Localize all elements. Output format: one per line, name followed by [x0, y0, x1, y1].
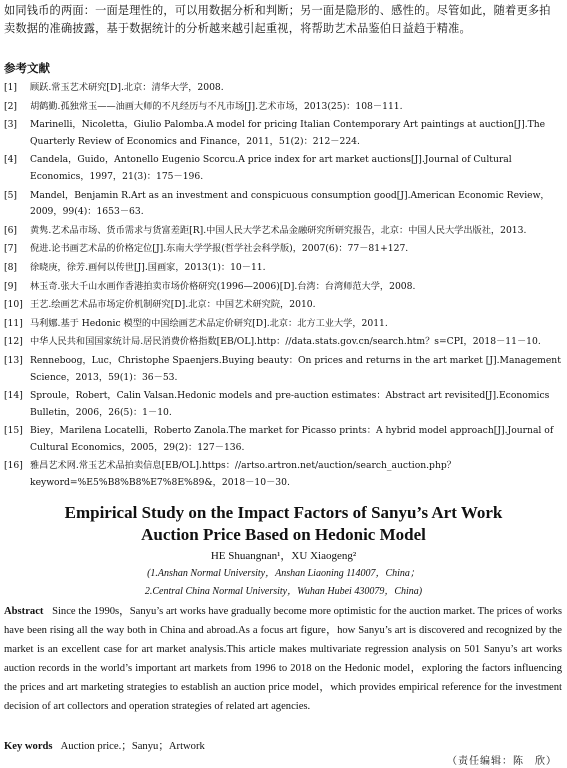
reference-number: [12] [4, 336, 23, 348]
reference-item [4, 152, 562, 185]
affiliation-2: 2.Central China Normal University，Wuhan Hubei 430079，China) [144, 586, 423, 597]
reference-item [4, 188, 562, 221]
reference-item [4, 80, 562, 97]
reference-text: 林玉奇.张大千山水画作香港拍卖市场价格研究(1996—2006)[D].台湾：台湾师范大学，2008. [30, 280, 416, 292]
reference-item [4, 241, 562, 258]
reference-text: 王艺.绘画艺术品市场定价机制研究[D].北京：中国艺术研究院，2010. [30, 299, 316, 311]
reference-number: [16] [4, 460, 23, 472]
reference-item [4, 260, 562, 277]
reference-text: 马利娜.基于 Hedonic 模型的中国绘画艺术品定价研究[D].北京：北方工业大学，2011. [30, 317, 388, 329]
reference-text: 中华人民共和国国家统计局.居民消费价格指数[EB/OL].http：//data.stats.gov.cn/search.htm？s=CPI，2018－11－10. [30, 336, 541, 348]
abstract-label: Abstract [4, 606, 44, 617]
reference-number: [13] [4, 354, 23, 366]
reference-item [4, 117, 562, 150]
reference-item [4, 223, 562, 240]
references-list [4, 80, 562, 494]
reference-number: [5] [4, 189, 18, 201]
reference-text: 雅昌艺术网.常玉艺术品拍卖信息[EB/OL].https：//artso.artron.net/auction/search_auction.php？keyword=%E5%B8%B8%E7%8E%89&，2018－10－30. [30, 460, 456, 489]
reference-text: 胡鹤勤.孤独常玉——油画大师的不凡经历与不凡市场[J].艺术市场，2013(25)：108－111. [30, 100, 403, 112]
reference-text: Marinelli，Nicoletta，Giulio Palomba.A model for pricing Italian Contemporary Art paintings at auction[J].The Quarterly Review of Economics and Finance，2011，51(2)：212－224. [30, 119, 546, 147]
reference-item [4, 353, 562, 386]
reference-text: Biey，Marilena Locatelli，Roberto Zanola.The market for Picasso prints：A hybrid model approach[J].Journal of Cultural Economics，2005，29(2)：127－136. [30, 425, 554, 453]
english-title-line1: Empirical Study on the Impact Factors of Sanyu’s Art Work [64, 503, 503, 522]
reference-item [4, 297, 562, 314]
reference-item [4, 423, 562, 456]
reference-text: Sproule，Robert，Calin Valsan.Hedonic models and pre-auction estimates：Abstract art revisited[J].Economics Bulletin，2006，26(5)：1－10. [30, 390, 550, 418]
keywords-label: Key words [4, 741, 53, 752]
authors: HE Shuangnan¹，XU Xiaogeng² [210, 550, 357, 562]
keywords-text: Auction price.；Sanyu；Artwork [60, 741, 205, 752]
abstract-text: Since the 1990s，Sanyu’s art works have gradually become more optimistic for the auction market. The prices of works have been rising all the way both in China and abroad.As a focus art figure，how Sanyu’s art is discovered and recognized by the market is an excellent case for art market analysis.This article makes multivariate regression analysis on 501 Sanyu’s art works auction records in the world’s important art markets from 1996 to 2018 on the Hedonic model，exploring the factors influencing the prices and art marketing strategies to establish an auction price model，which provides empirical reference for the investment decision of art collectors and operation strategies of related art agencies. [4, 606, 563, 713]
reference-number: [10] [4, 299, 23, 311]
reference-number: [6] [4, 224, 18, 236]
reference-number: [15] [4, 425, 23, 437]
references-heading: 参考文献 [4, 61, 50, 75]
reference-text: 黄隽.艺术品市场、货币需求与货富差距[R].中国人民大学艺术品金融研究所研究报告，北京：中国人民大学出版社，2013. [30, 224, 527, 236]
reference-number: [1] [4, 82, 18, 93]
reference-number: [9] [4, 280, 18, 292]
reference-item [4, 279, 562, 296]
reference-text: Candela，Guido，Antonello Eugenio Scorcu.A price index for art market auctions[J].Journal of Cultural Economics，1997，21(3)：175－196. [30, 154, 512, 182]
reference-number: [14] [4, 390, 23, 402]
reference-number: [3] [4, 119, 18, 131]
reference-number: [8] [4, 261, 18, 273]
reference-item [4, 316, 562, 333]
reference-text: 倪进.论书画艺术品的价格定位[J].东南大学学报(哲学社会科学版)，2007(6)：77－81+127. [30, 243, 409, 255]
reference-text: Renneboog，Luc，Christophe Spaenjers.Buying beauty：On prices and returns in the art market [J].Management Science，2013，59(1)：36－53. [30, 354, 561, 383]
affiliation-1: (1.Anshan Normal University，Anshan Liaoning 114007，China； [147, 568, 420, 579]
intro-paragraph: 如同钱币的两面：一面是理性的，可以用数据分析和判断；另一面是隐形的、感性的。尽管如此，随着更多拍卖数据的准确披露，基于数据统计的分析越来越引起重视，将帮助艺术品鉴伯日益趋于精准。 [4, 4, 551, 35]
reference-item [4, 99, 562, 116]
reference-item [4, 458, 562, 491]
reference-number: [7] [4, 243, 18, 255]
reference-item [4, 334, 562, 351]
abstract [4, 602, 562, 717]
editor-note: （责任编辑：陈 欣） [447, 756, 557, 767]
reference-number: [4] [4, 154, 18, 166]
reference-number: [11] [4, 317, 23, 329]
keywords [4, 738, 205, 753]
reference-item [4, 388, 562, 421]
english-title-line2: Auction Price Based on Hedonic Model [141, 525, 426, 544]
reference-number: [2] [4, 100, 18, 112]
reference-text: 徐晓庚，徐芳.画何以传世[J].国画家，2013(1)：10－11. [30, 261, 266, 273]
reference-text: 顾跃.常玉艺术研究[D].北京：清华大学，2008. [30, 82, 224, 93]
reference-text: Mandel，Benjamin R.Art as an investment and conspicuous consumption good[J].American Economic Review，2009，99(4)：1653－63. [30, 189, 550, 218]
